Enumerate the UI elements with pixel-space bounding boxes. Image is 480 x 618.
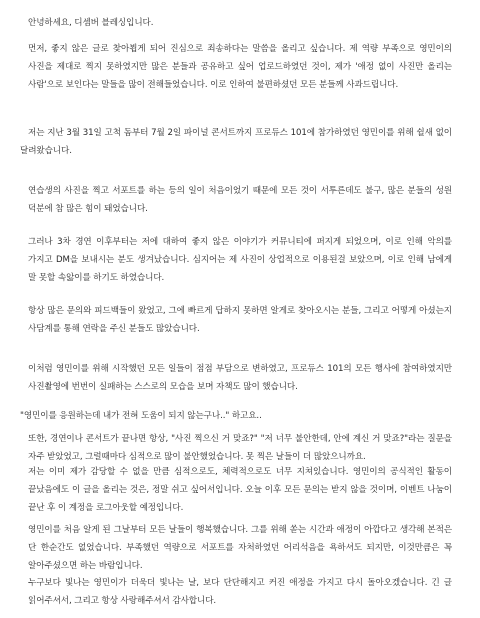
gratitude-paragraph: 영민이를 처음 알게 된 그날부터 모든 날들이 행복했습니다. 그를 위해 쏟는 시간과 애정이 아깝다고 생각해 본적은 단 한순간도 없었습니다. 부족했던 역량으로 서포트를 자처하였던 어리석음을 욕하셔도 되지만, 이것만큼은 꼭 알아주셨으면 하는 바람입니다. xyxy=(28,525,452,571)
timeline-paragraph: 저는 지난 3월 31일 고척 돔부터 7월 2일 파이널 콘서트까지 프로듀스 101에 참가하였던 영민이를 위해 쉴새 없이 달려왔습니다. xyxy=(20,128,452,156)
quote-paragraph: "영민이를 응원하는데 내가 전혀 도움이 되지 않는구나.." 하고요.. xyxy=(20,411,262,421)
greeting: 안녕하세요, 디셈버 블레싱입니다. xyxy=(28,18,154,28)
apology-paragraph: 먼저, 좋지 않은 글로 찾아뵙게 되어 진심으로 죄송하다는 말씀을 올리고 싶습니다. 제 역량 부족으로 영민이의 사진을 제대로 찍지 못하였지만 많은 분들과 공유하고 싶어 업로드하였던 것이, 제가 '애정 없이 사진만 올리는 사람'으로 보인다는 말들을 많이 전해들었습니다. 이로 인하여 불편하셨던 모든 분들께 사과드립니다. xyxy=(28,44,452,90)
support-paragraph: 연습생의 사진을 찍고 서포트를 하는 등의 일이 처음이었기 때문에 모든 것이 서투른데도 불구, 많은 분들의 성원 덕분에 참 많은 힘이 돼었습니다. xyxy=(28,186,452,214)
closing-paragraph: 누구보다 빛나는 영민이가 더욱더 빛나는 날, 보다 단단해지고 커진 애정을 가지고 다시 돌아오겠습니다. 긴 글 읽어주셔서, 그리고 항상 사랑해주셔서 감사합니다. xyxy=(28,578,452,606)
inquiry-paragraph: 항상 많은 문의와 피드백들이 왔었고, 그에 빠르게 답하지 못하면 알게로 찾아오시는 분들, 그리고 어떻게 아셨는지 사담계를 통해 연락을 주신 분들도 많았습니다. xyxy=(28,306,452,334)
exhaustion-paragraph: 저는 이미 제가 감당할 수 없을 만큼 심적으로도, 체력적으로도 너무 지쳐있습니다. 영민이의 공식적인 활동이 끝났음에도 이 글을 올리는 것은, 정말 쉬고 싶어서입니다. 오늘 이후 모든 문의는 받지 않을 것이며, 이벤트 나눔이 끝난 후 이 계정을 로그아웃할 예정입니다. xyxy=(28,467,452,513)
anxiety-paragraph: 또한, 경연이나 콘서트가 끝나면 항상, "사진 찍으신 거 맞죠?" "저 너무 불안한데, 안에 계신 거 맞죠?"라는 질문을 자주 받았었고, 그럴때마다 심적으로 많이 불안했었습니다. 못 찍은 날들이 더 많았으니까요. xyxy=(28,434,452,462)
burden-paragraph: 이처럼 영민이를 위해 시작했던 모든 일들이 점점 부담으로 변하였고, 프로듀스 101의 모든 행사에 참여하였지만 사진촬영에 번번이 실패하는 스스로의 모습을 보며 자책도 많이 했습니다. xyxy=(28,364,452,392)
rumor-paragraph: 그러나 3차 경연 이후부터는 저에 대하여 좋지 않은 이야기가 커뮤니티에 퍼지게 되었으며, 이로 인해 악의를 가지고 DM을 보내시는 분도 생겨났습니다. 심지어는 제 사진이 상업적으로 이용된걸 보았으며, 이로 인해 남에게 말 못할 속앓이를 하기도 하였습니다. xyxy=(28,237,452,283)
